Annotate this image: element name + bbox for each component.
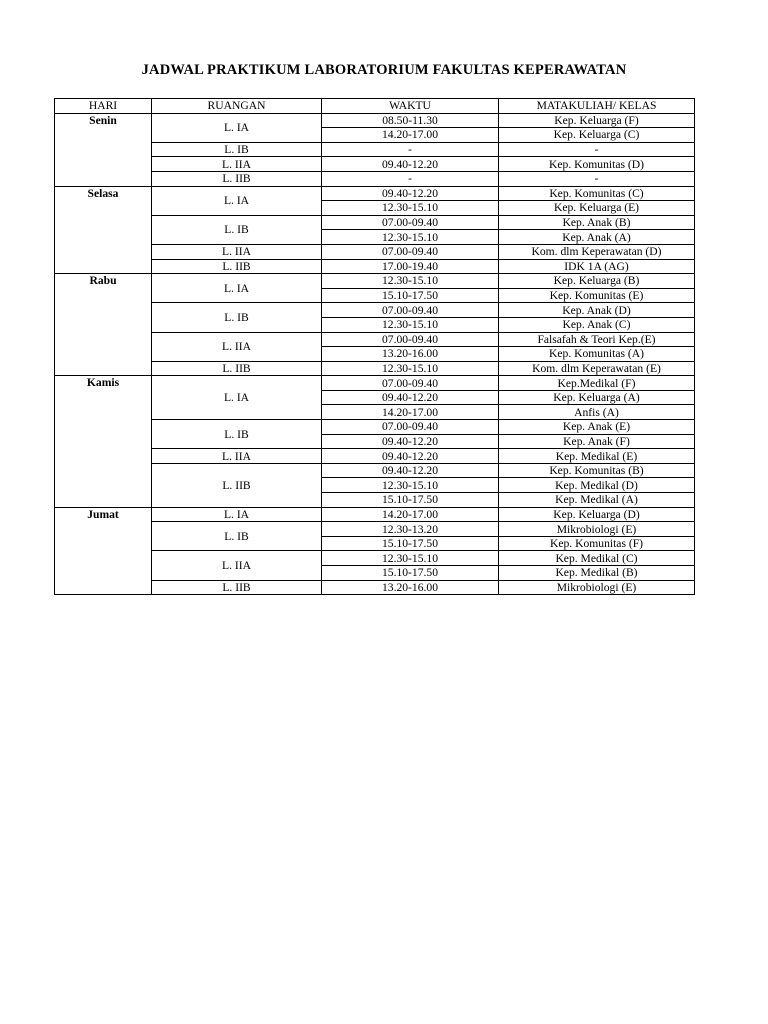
time-cell: 09.40-12.20: [322, 390, 499, 405]
time-cell: 13.20-16.00: [322, 580, 499, 595]
time-cell: 09.40-12.20: [322, 434, 499, 449]
time-cell: 09.40-12.20: [322, 449, 499, 464]
course-cell: IDK 1A (AG): [499, 259, 695, 274]
room-cell: L. IIA: [152, 332, 322, 361]
course-cell: Kom. dlm Keperawatan (E): [499, 361, 695, 376]
header-row: [55, 99, 695, 114]
table-row: [55, 274, 695, 289]
time-cell: 15.10-17.50: [322, 566, 499, 581]
room-cell: L. IIB: [152, 580, 322, 595]
time-cell: -: [322, 171, 499, 186]
course-cell: -: [499, 171, 695, 186]
table-row: [55, 113, 695, 128]
course-cell: Kep. Keluarga (A): [499, 390, 695, 405]
header-waktu: WAKTU: [322, 99, 499, 114]
course-cell: Kep. Keluarga (C): [499, 128, 695, 143]
document-title: JADWAL PRAKTIKUM LABORATORIUM FAKULTAS KEPERAWATAN: [141, 62, 627, 78]
course-cell: Kep. Medikal (E): [499, 449, 695, 464]
room-cell: L. IIA: [152, 157, 322, 172]
room-cell: L. IIA: [152, 244, 322, 259]
room-cell: L. IB: [152, 303, 322, 332]
course-cell: Kep. Komunitas (E): [499, 288, 695, 303]
day-cell: Jumat: [55, 507, 152, 595]
course-cell: Kep. Medikal (C): [499, 551, 695, 566]
time-cell: 09.40-12.20: [322, 463, 499, 478]
time-cell: 14.20-17.00: [322, 405, 499, 420]
course-cell: Kep. Komunitas (C): [499, 186, 695, 201]
course-cell: Kep. Komunitas (A): [499, 347, 695, 362]
course-cell: Kep. Medikal (A): [499, 493, 695, 508]
time-cell: 15.10-17.50: [322, 536, 499, 551]
time-cell: 13.20-16.00: [322, 347, 499, 362]
room-cell: L. IA: [152, 113, 322, 142]
room-cell: L. IA: [152, 186, 322, 215]
course-cell: Kep. Komunitas (B): [499, 463, 695, 478]
time-cell: 14.20-17.00: [322, 128, 499, 143]
day-cell: Selasa: [55, 186, 152, 274]
course-cell: Mikrobiologi (E): [499, 580, 695, 595]
course-cell: Kep. Komunitas (F): [499, 536, 695, 551]
course-cell: Kep. Keluarga (E): [499, 201, 695, 216]
schedule-table-body: [55, 113, 695, 595]
header-hari: HARI: [55, 99, 152, 114]
course-cell: Kep. Keluarga (B): [499, 274, 695, 289]
time-cell: 07.00-09.40: [322, 244, 499, 259]
room-cell: L. IIB: [152, 171, 322, 186]
time-cell: 07.00-09.40: [322, 420, 499, 435]
course-cell: Kep.Medikal (F): [499, 376, 695, 391]
header-matakuliah: MATAKULIAH/ KELAS: [499, 99, 695, 114]
course-cell: Kep. Komunitas (D): [499, 157, 695, 172]
course-cell: Kep. Anak (B): [499, 215, 695, 230]
header-ruangan: RUANGAN: [152, 99, 322, 114]
time-cell: 07.00-09.40: [322, 215, 499, 230]
time-cell: 12.30-15.10: [322, 274, 499, 289]
time-cell: 15.10-17.50: [322, 288, 499, 303]
time-cell: 12.30-15.10: [322, 478, 499, 493]
course-cell: Kep. Anak (D): [499, 303, 695, 318]
time-cell: 09.40-12.20: [322, 157, 499, 172]
table-row: [55, 376, 695, 391]
time-cell: -: [322, 142, 499, 157]
time-cell: 12.30-15.10: [322, 230, 499, 245]
table-row: [55, 186, 695, 201]
course-cell: Kep. Anak (A): [499, 230, 695, 245]
time-cell: 07.00-09.40: [322, 332, 499, 347]
room-cell: L. IA: [152, 376, 322, 420]
room-cell: L. IB: [152, 420, 322, 449]
course-cell: Kep. Keluarga (D): [499, 507, 695, 522]
time-cell: 12.30-13.20: [322, 522, 499, 537]
course-cell: Mikrobiologi (E): [499, 522, 695, 537]
course-cell: Anfis (A): [499, 405, 695, 420]
schedule-table-header: [55, 99, 695, 114]
room-cell: L. IA: [152, 274, 322, 303]
day-cell: Senin: [55, 113, 152, 186]
course-cell: Kep. Anak (F): [499, 434, 695, 449]
room-cell: L. IB: [152, 215, 322, 244]
course-cell: Kep. Medikal (B): [499, 566, 695, 581]
room-cell: L. IIB: [152, 361, 322, 376]
course-cell: -: [499, 142, 695, 157]
time-cell: 15.10-17.50: [322, 493, 499, 508]
course-cell: Falsafah & Teori Kep.(E): [499, 332, 695, 347]
time-cell: 07.00-09.40: [322, 376, 499, 391]
time-cell: 08.50-11.30: [322, 113, 499, 128]
day-cell: Rabu: [55, 274, 152, 376]
room-cell: L. IIB: [152, 463, 322, 507]
time-cell: 12.30-15.10: [322, 201, 499, 216]
time-cell: 12.30-15.10: [322, 551, 499, 566]
time-cell: 12.30-15.10: [322, 317, 499, 332]
time-cell: 12.30-15.10: [322, 361, 499, 376]
table-row: [55, 507, 695, 522]
room-cell: L. IIB: [152, 259, 322, 274]
room-cell: L. IB: [152, 522, 322, 551]
course-cell: Kom. dlm Keperawatan (D): [499, 244, 695, 259]
time-cell: 09.40-12.20: [322, 186, 499, 201]
course-cell: Kep. Anak (E): [499, 420, 695, 435]
course-cell: Kep. Medikal (D): [499, 478, 695, 493]
room-cell: L. IIA: [152, 551, 322, 580]
day-cell: Kamis: [55, 376, 152, 507]
room-cell: L. IIA: [152, 449, 322, 464]
time-cell: 07.00-09.40: [322, 303, 499, 318]
room-cell: L. IB: [152, 142, 322, 157]
schedule-table: [54, 98, 695, 595]
time-cell: 17.00-19.40: [322, 259, 499, 274]
time-cell: 14.20-17.00: [322, 507, 499, 522]
course-cell: Kep. Anak (C): [499, 317, 695, 332]
room-cell: L. IA: [152, 507, 322, 522]
course-cell: Kep. Keluarga (F): [499, 113, 695, 128]
